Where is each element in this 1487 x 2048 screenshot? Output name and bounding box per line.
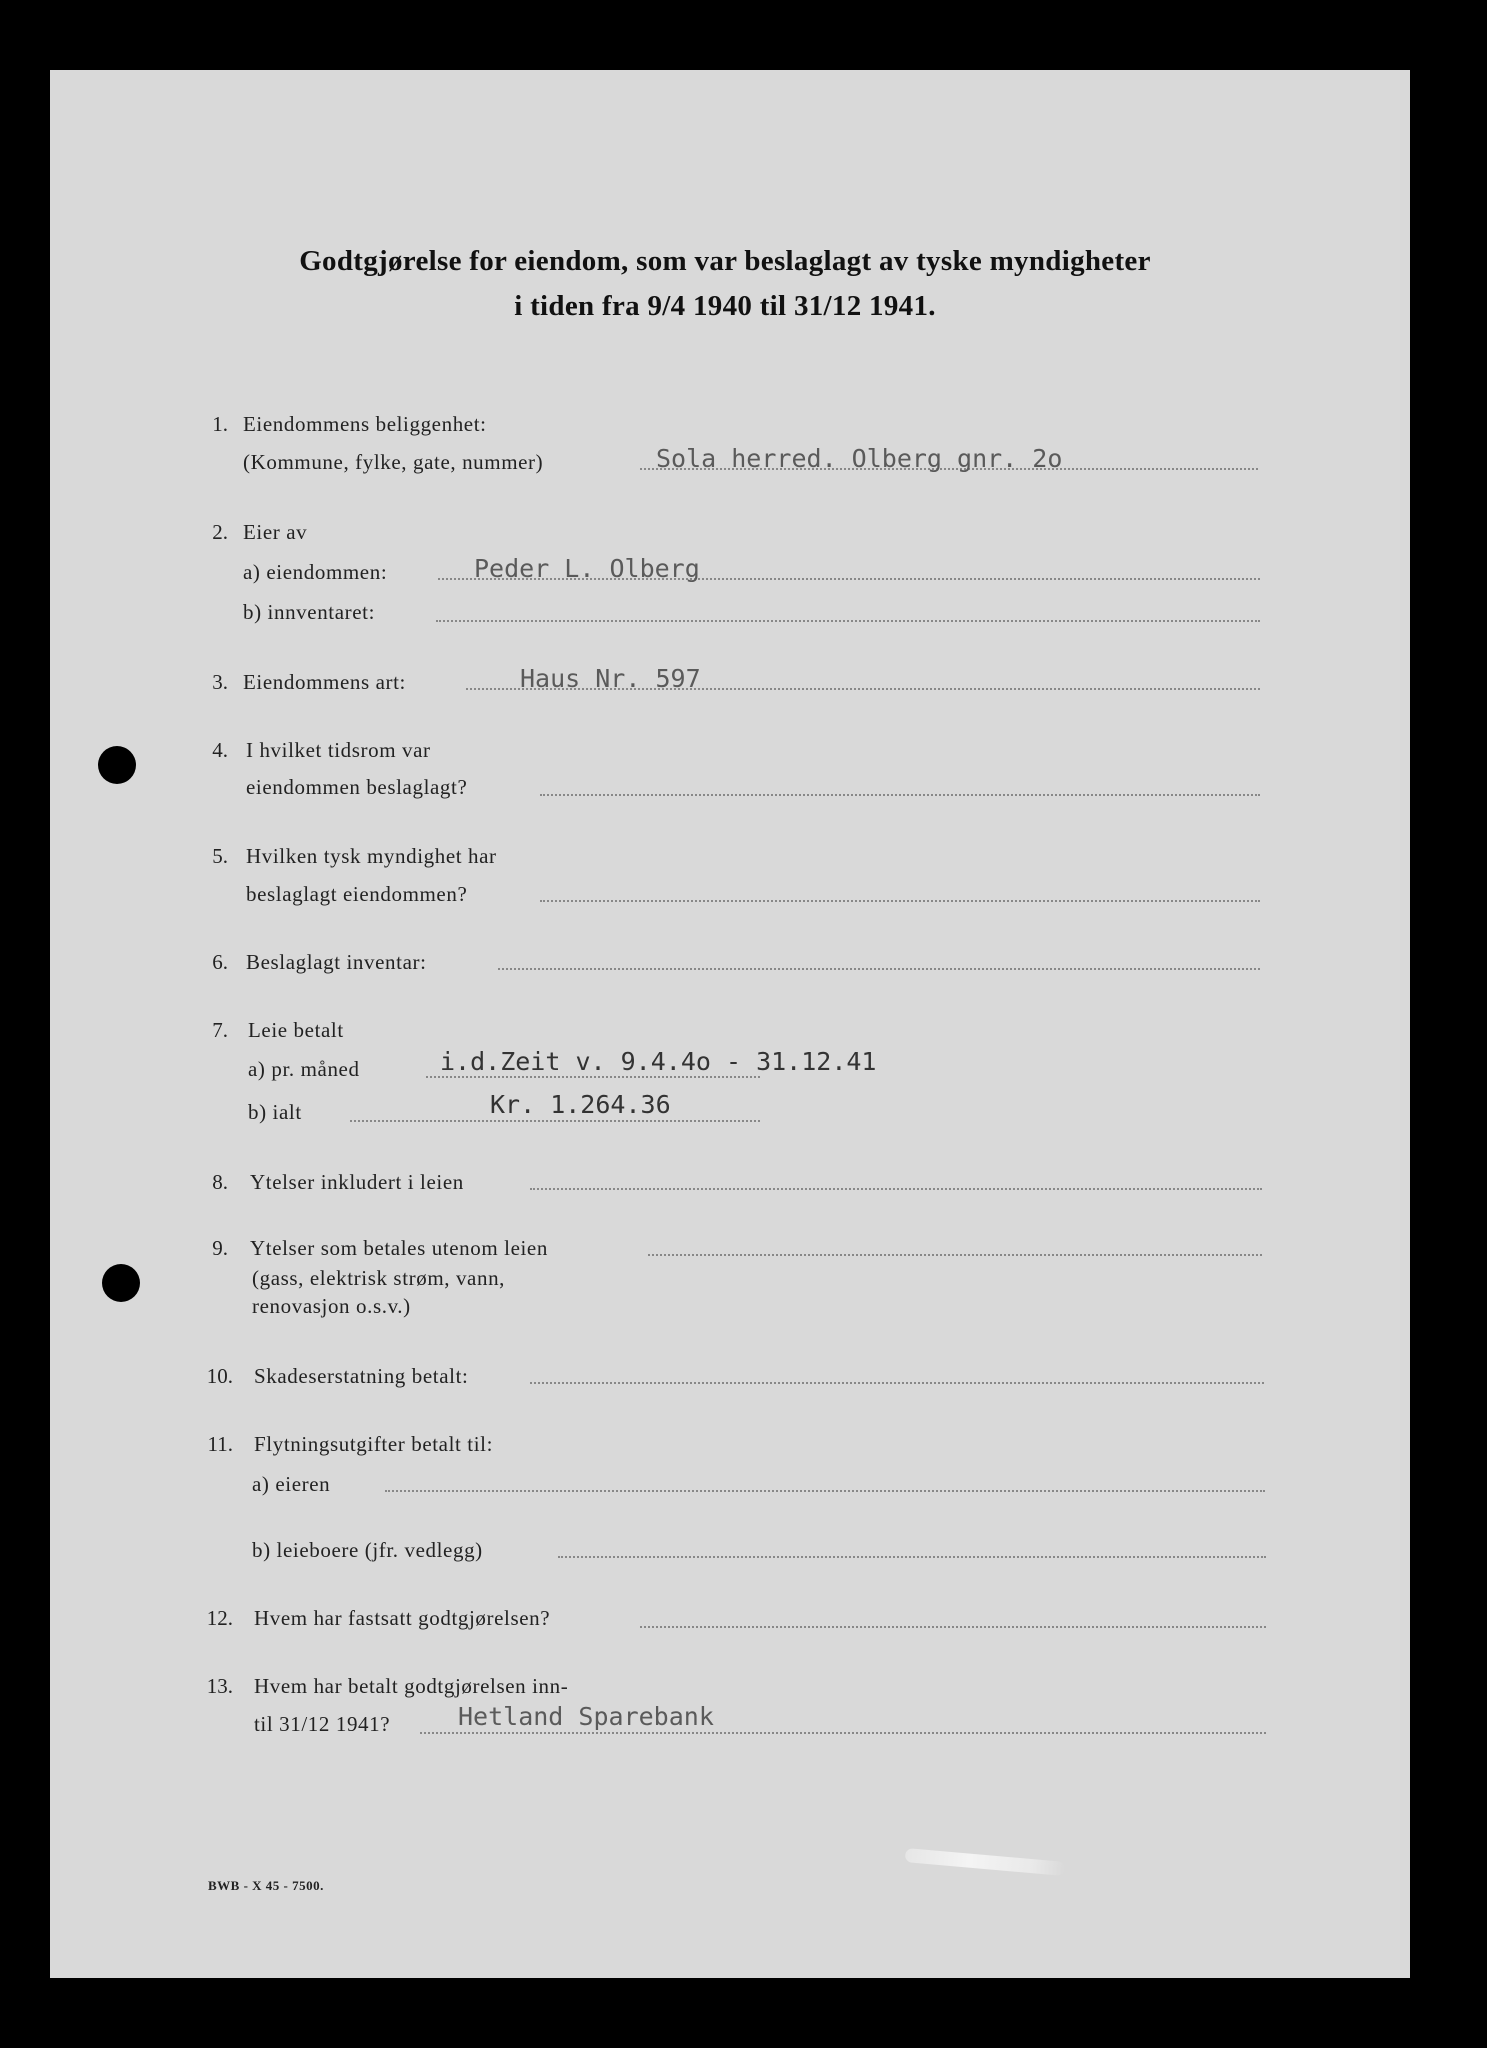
item-13-answer-line <box>420 1732 1266 1734</box>
item-12-number: 12. <box>206 1606 233 1630</box>
item-5-sublabel: beslaglagt eiendommen? <box>246 882 468 906</box>
item-5-number: 5. <box>212 844 228 868</box>
item-4-answer-line <box>540 794 1260 796</box>
item-6-answer-line <box>498 968 1260 970</box>
item-11b-answer-line <box>558 1556 1266 1558</box>
form-title-line-1: Godtgjørelse for eiendom, som var beslaglagt av tyske myndigheter <box>299 245 1151 277</box>
form-title-line-2: i tiden fra 9/4 1940 til 31/12 1941. <box>514 290 936 322</box>
item-13-number: 13. <box>206 1674 233 1698</box>
item-1-sublabel: (Kommune, fylke, gate, nummer) <box>243 450 544 474</box>
item-9-label: Ytelser som betales utenom leien <box>250 1236 548 1260</box>
item-1-number: 1. <box>212 412 228 436</box>
item-13-answer: Hetland Sparebank <box>458 1702 714 1731</box>
item-8-number: 8. <box>212 1170 228 1194</box>
item-9-number: 9. <box>212 1236 228 1260</box>
item-2a-answer: Peder L. Olberg <box>474 554 700 583</box>
item-5-answer-line <box>540 900 1260 902</box>
item-7a-answer: i.d.Zeit v. 9.4.4o - 31.12.41 <box>440 1047 877 1076</box>
item-3-answer: Haus Nr. 597 <box>520 664 701 693</box>
punch-hole-upper <box>98 746 136 784</box>
item-3-label: Eiendommens art: <box>243 670 406 694</box>
item-7b-answer: Kr. 1.264.36 <box>490 1090 671 1119</box>
item-2b-answer-line <box>436 620 1260 622</box>
item-12-answer-line <box>640 1626 1266 1628</box>
item-11a-answer-line <box>385 1490 1265 1492</box>
item-8-answer-line <box>530 1188 1262 1190</box>
item-2-number: 2. <box>212 520 228 544</box>
item-10-label: Skadeserstatning betalt: <box>254 1364 469 1388</box>
item-7a-answer-line <box>426 1076 760 1078</box>
item-4-sublabel: eiendommen beslaglagt? <box>246 775 468 799</box>
item-11-label: Flytningsutgifter betalt til: <box>254 1432 494 1456</box>
form-print-code: BWB - X 45 - 7500. <box>208 1878 324 1893</box>
item-1-label: Eiendommens beliggenhet: <box>243 412 487 436</box>
item-2b-label: b) innventaret: <box>243 600 376 624</box>
item-7b-label: b) ialt <box>248 1100 302 1124</box>
item-2a-label: a) eiendommen: <box>243 560 388 584</box>
item-1-answer: Sola herred. Olberg gnr. 2o <box>656 444 1063 473</box>
item-12-label: Hvem har fastsatt godtgjørelsen? <box>254 1606 551 1630</box>
punch-hole-lower <box>102 1264 140 1302</box>
item-9-sublabel-1: (gass, elektrisk strøm, vann, <box>252 1266 506 1290</box>
item-9-sublabel-2: renovasjon o.s.v.) <box>252 1294 411 1318</box>
item-3-number: 3. <box>212 670 228 694</box>
item-5-label: Hvilken tysk myndighet har <box>246 844 497 868</box>
item-2-label: Eier av <box>243 520 308 544</box>
item-13-sublabel: til 31/12 1941? <box>254 1712 391 1736</box>
item-7b-answer-line <box>350 1120 760 1122</box>
item-8-label: Ytelser inkludert i leien <box>250 1170 464 1194</box>
item-4-number: 4. <box>212 738 228 762</box>
item-11b-label: b) leieboere (jfr. vedlegg) <box>252 1538 483 1562</box>
item-7-number: 7. <box>212 1018 228 1042</box>
item-7-label: Leie betalt <box>248 1018 344 1042</box>
item-13-label: Hvem har betalt godtgjørelsen inn- <box>254 1674 569 1698</box>
item-10-answer-line <box>530 1382 1264 1384</box>
item-6-label: Beslaglagt inventar: <box>246 950 427 974</box>
item-7a-label: a) pr. måned <box>248 1057 360 1081</box>
item-11a-label: a) eieren <box>252 1472 331 1496</box>
item-4-label: I hvilket tidsrom var <box>246 738 431 762</box>
item-6-number: 6. <box>212 950 228 974</box>
item-11-number: 11. <box>207 1432 233 1456</box>
item-9-answer-line <box>648 1254 1262 1256</box>
item-10-number: 10. <box>206 1364 233 1388</box>
